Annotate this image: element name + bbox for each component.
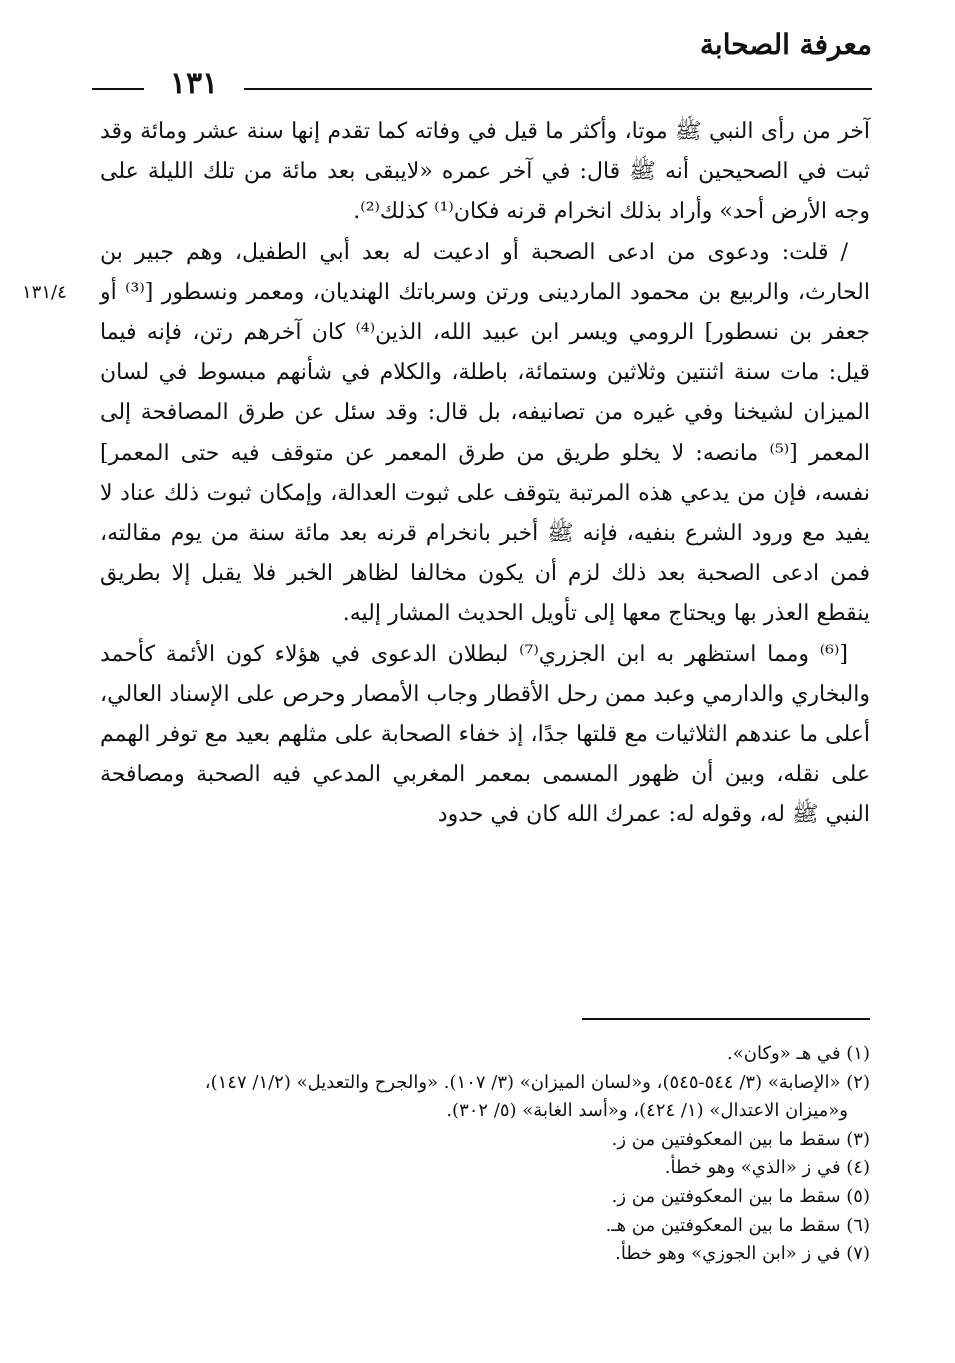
footnote: (٦) سقط ما بين المعكوفتين من هـ.	[605, 1214, 870, 1236]
page-header	[92, 28, 872, 101]
margin-page-reference: ١٣١/٤	[22, 282, 67, 303]
footnote: (٧) في ز «ابن الجوزي» وهو خطأ.	[615, 1243, 870, 1265]
header-rule-left	[92, 88, 144, 90]
paragraph: آخر من رأى النبي ﷺ موتا، وأكثر ما قيل في وفاته كما تقدم إنها سنة عشر ومائة وقد ثبت في الصحيحين أنه ﷺ قال: في آخر عمره «لايبقى بعد مائة من تلك الليلة على وجه الأرض أحد» وأراد بذلك انخرام قرنه فكان⁽¹⁾ كذلك⁽²⁾.	[100, 119, 870, 225]
header-rule-right	[244, 88, 872, 90]
footnote: (٥) سقط ما بين المعكوفتين من ز.	[611, 1185, 870, 1207]
footnote: (٢) «الإصابة» (٣/ ٥٤٤-٥٤٥)، و«لسان الميزان» (٣/ ١٠٧). «والجرح والتعديل» (١/٢/ ١٤٧)،	[204, 1071, 870, 1093]
footnote: (١) في هـ «وكان».	[727, 1043, 870, 1064]
paragraph: / قلت: ودعوى من ادعى الصحبة أو ادعيت له بعد أبي الطفيل، وهم جبير بن الحارث، والربيع بن محمود الماردينى ورتن وسرباتك الهنديان، ومعمر ونسطور [⁽³⁾ أو جعفر بن نسطور] الرومي ويسر ابن عبيد الله، الذين⁽⁴⁾ كان آخرهم رتن، فإنه فيما قيل: مات سنة اثنتين وثلاثين وستمائة، باطلة، والكلام في شأنهم مبسوط في لسان الميزان لشيخنا وفي غيره من تصانيفه، بل قال: وقد سئل عن طرق المصافحة إلى المعمر [⁽⁵⁾ مانصه: لا يخلو طريق من طرق المعمر عن متوقف فيه حتى المعمر] نفسه، فإن من يدعي هذه المرتبة يتوقف على ثبوت العدالة، وإمكان ثبوت ذلك عناد لا يفيد مع ورود الشرع بنفيه، فإنه ﷺ أخبر بانخرام قرنه بعد مائة سنة من يوم مقالته، فمن ادعى الصحبة بعد ذلك لزم أن يكون مخالفا لظاهر الخبر فلا يقبل إلا بطريق ينقطع العذر بها ويحتاج معها إلى تأويل الحديث المشار إليه.	[100, 239, 870, 627]
footnotes	[100, 1040, 870, 1269]
paragraph: [⁽⁶⁾ ومما استظهر به ابن الجزري⁽⁷⁾ لبطلان الدعوى في هؤلاء كون الأئمة كأحمد والبخاري والدارمي وعبد ممن رحل الأقطار وجاب الأمصار وحرص على الإسناد العالي، أعلى ما عندهم الثلاثيات مع قلتها جدًا، إذ خفاء الصحابة على مثلهم بعيد مع توفر الهمم على نقله، وبين أن ظهور المسمى بمعمر المغربي المدعي فيه الصحبة ومصافحة النبي ﷺ له، وقوله له: عمرك الله كان في حدود	[100, 641, 870, 828]
running-title: معرفة الصحابة	[699, 28, 872, 61]
page-number: ١٣١	[169, 66, 219, 101]
footnote-continuation: و«ميزان الاعتدال» (١/ ٤٢٤)، و«أسد الغابة» (٥/ ٣٠٢).	[446, 1100, 848, 1122]
footnote: (٣) سقط ما بين المعكوفتين من ز.	[611, 1128, 870, 1150]
main-text	[100, 112, 870, 836]
footnote: (٤) في ز «الذي» وهو خطأ.	[664, 1157, 870, 1179]
footnote-separator	[582, 1018, 870, 1020]
